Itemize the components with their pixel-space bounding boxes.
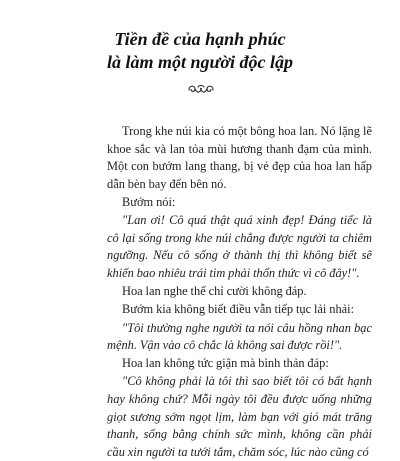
chapter-title-line-2: là làm một người độc lập [107,52,293,72]
story-dialogue: "Tôi thường nghe người ta nói câu hồng nhan bạc mệnh. Vận vào cô chắc là không sai được rồi!". [107,320,372,353]
story-dialogue: "Lan ơi! Cô quá thật quá xinh đẹp! Đáng tiếc là cô lại sống trong khe núi chẳng được người ta chiêm ngưỡng. Nếu cô sống ở thành thị thì không biết sẽ khiến bao nhiêu trái tim phải thổn thức vì cô đây!". [107,213,372,280]
chapter-title-line-1: Tiền đề của hạnh phúc [114,29,286,49]
story-paragraph: Hoa lan không tức giận mà bình thản đáp: [122,356,329,371]
story-paragraph: Bướm kia không biết điều vẫn tiếp tục lải nhải: [122,302,355,317]
story-paragraph: Hoa lan nghe thế chỉ cười không đáp. [122,284,307,299]
story-paragraph: Bướm nói: [122,194,176,209]
story-paragraph: Trong khe núi kia có một bông hoa lan. Nó lặng lẽ khoe sắc và lan tỏa mùi hương thanh đạm của mình. Một con bướm lang thang, bị vẻ đẹp của hoa lan hấp dẫn bèn bay đến bên nó. [107,124,372,191]
swirl-ornament-icon [186,82,216,96]
story-body [107,123,372,461]
story-dialogue: "Cô không phải là tôi thì sao biết tôi có bất hạnh hay không chứ? Mỗi ngày tôi đều được uống những giọt sương sớm ngọt lịm, làm bạn với gió mát trăng thanh, sống bằng chính sức mình, không cần phải cầu xin người ta tưới tắm, chăm sóc, lúc nào cũng có [107,374,372,459]
